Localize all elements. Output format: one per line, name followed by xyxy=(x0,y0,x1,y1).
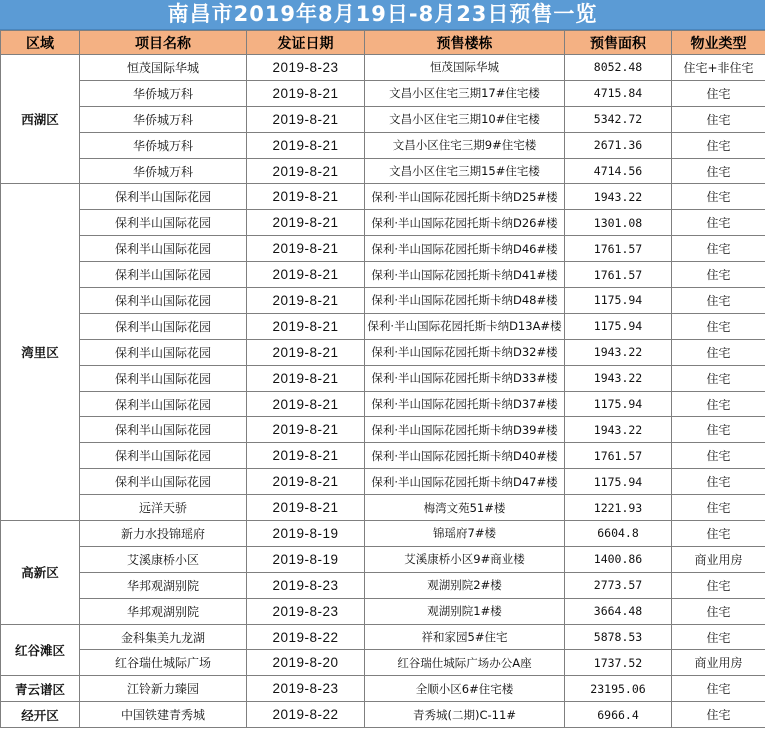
presale-area-cell: 1761.57 xyxy=(565,236,672,262)
presale-area-cell: 4715.84 xyxy=(565,80,672,106)
presale-area-cell: 6604.8 xyxy=(565,521,672,547)
table-row xyxy=(1,80,765,106)
property-type-cell: 住宅 xyxy=(672,262,765,288)
presale-building-cell: 保利·半山国际花园托斯卡纳D41#楼 xyxy=(365,262,565,288)
property-type-cell: 住宅 xyxy=(672,417,765,443)
presale-building-cell: 保利·半山国际花园托斯卡纳D47#楼 xyxy=(365,469,565,495)
issue-date-cell: 2019-8-23 xyxy=(247,55,365,81)
property-type-cell: 商业用房 xyxy=(672,546,765,572)
project-name-cell: 保利半山国际花园 xyxy=(80,236,247,262)
table-row xyxy=(1,106,765,132)
presale-area-cell: 1400.86 xyxy=(565,546,672,572)
property-type-cell: 住宅 xyxy=(672,106,765,132)
presale-area-cell: 1737.52 xyxy=(565,650,672,676)
header-area: 预售面积 xyxy=(565,31,672,55)
table-row xyxy=(1,339,765,365)
issue-date-cell: 2019-8-22 xyxy=(247,702,365,728)
table-row xyxy=(1,210,765,236)
issue-date-cell: 2019-8-21 xyxy=(247,469,365,495)
property-type-cell: 住宅 xyxy=(672,702,765,728)
presale-area-cell: 1175.94 xyxy=(565,391,672,417)
presale-building-cell: 红谷瑞仕城际广场办公A座 xyxy=(365,650,565,676)
issue-date-cell: 2019-8-21 xyxy=(247,495,365,521)
project-name-cell: 恒茂国际华城 xyxy=(80,55,247,81)
presale-building-cell: 祥和家园5#住宅 xyxy=(365,624,565,650)
district-cell: 湾里区 xyxy=(1,184,80,521)
district-cell: 青云谱区 xyxy=(1,676,80,702)
presale-building-cell: 文昌小区住宅三期9#住宅楼 xyxy=(365,132,565,158)
issue-date-cell: 2019-8-21 xyxy=(247,365,365,391)
presale-building-cell: 文昌小区住宅三期10#住宅楼 xyxy=(365,106,565,132)
property-type-cell: 住宅 xyxy=(672,365,765,391)
presale-table xyxy=(0,30,765,728)
presale-building-cell: 梅湾文苑51#楼 xyxy=(365,495,565,521)
issue-date-cell: 2019-8-21 xyxy=(247,210,365,236)
table-row xyxy=(1,546,765,572)
presale-area-cell: 1761.57 xyxy=(565,262,672,288)
property-type-cell: 住宅 xyxy=(672,521,765,547)
property-type-cell: 住宅 xyxy=(672,339,765,365)
issue-date-cell: 2019-8-19 xyxy=(247,546,365,572)
project-name-cell: 保利半山国际花园 xyxy=(80,391,247,417)
presale-building-cell: 保利·半山国际花园托斯卡纳D25#楼 xyxy=(365,184,565,210)
issue-date-cell: 2019-8-21 xyxy=(247,288,365,314)
project-name-cell: 江铃新力臻园 xyxy=(80,676,247,702)
project-name-cell: 华侨城万科 xyxy=(80,80,247,106)
table-row xyxy=(1,598,765,624)
project-name-cell: 华侨城万科 xyxy=(80,132,247,158)
issue-date-cell: 2019-8-22 xyxy=(247,624,365,650)
header-district: 区域 xyxy=(1,31,80,55)
project-name-cell: 保利半山国际花园 xyxy=(80,339,247,365)
issue-date-cell: 2019-8-19 xyxy=(247,521,365,547)
project-name-cell: 保利半山国际花园 xyxy=(80,184,247,210)
table-row xyxy=(1,469,765,495)
presale-building-cell: 艾溪康桥小区9#商业楼 xyxy=(365,546,565,572)
table-row xyxy=(1,417,765,443)
presale-building-cell: 观湖别院1#楼 xyxy=(365,598,565,624)
property-type-cell: 住宅 xyxy=(672,158,765,184)
presale-area-cell: 1943.22 xyxy=(565,184,672,210)
table-row xyxy=(1,132,765,158)
table-row xyxy=(1,262,765,288)
presale-building-cell: 观湖别院2#楼 xyxy=(365,572,565,598)
project-name-cell: 金科集美九龙湖 xyxy=(80,624,247,650)
issue-date-cell: 2019-8-21 xyxy=(247,339,365,365)
issue-date-cell: 2019-8-23 xyxy=(247,572,365,598)
presale-area-cell: 1175.94 xyxy=(565,288,672,314)
presale-area-cell: 2773.57 xyxy=(565,572,672,598)
project-name-cell: 保利半山国际花园 xyxy=(80,469,247,495)
property-type-cell: 住宅 xyxy=(672,288,765,314)
project-name-cell: 保利半山国际花园 xyxy=(80,262,247,288)
project-name-cell: 艾溪康桥小区 xyxy=(80,546,247,572)
presale-area-cell: 3664.48 xyxy=(565,598,672,624)
issue-date-cell: 2019-8-21 xyxy=(247,132,365,158)
header-type: 物业类型 xyxy=(672,31,765,55)
project-name-cell: 华邦观湖别院 xyxy=(80,572,247,598)
issue-date-cell: 2019-8-23 xyxy=(247,676,365,702)
presale-building-cell: 保利·半山国际花园托斯卡纳D39#楼 xyxy=(365,417,565,443)
issue-date-cell: 2019-8-21 xyxy=(247,236,365,262)
presale-area-cell: 1943.22 xyxy=(565,417,672,443)
district-cell: 经开区 xyxy=(1,702,80,728)
issue-date-cell: 2019-8-20 xyxy=(247,650,365,676)
presale-building-cell: 恒茂国际华城 xyxy=(365,55,565,81)
presale-area-cell: 4714.56 xyxy=(565,158,672,184)
issue-date-cell: 2019-8-21 xyxy=(247,391,365,417)
presale-area-cell: 5878.53 xyxy=(565,624,672,650)
property-type-cell: 住宅 xyxy=(672,624,765,650)
issue-date-cell: 2019-8-21 xyxy=(247,158,365,184)
presale-area-cell: 8052.48 xyxy=(565,55,672,81)
presale-area-cell: 6966.4 xyxy=(565,702,672,728)
header-date: 发证日期 xyxy=(247,31,365,55)
presale-building-cell: 保利·半山国际花园托斯卡纳D46#楼 xyxy=(365,236,565,262)
presale-building-cell: 保利·半山国际花园托斯卡纳D40#楼 xyxy=(365,443,565,469)
project-name-cell: 中国铁建青秀城 xyxy=(80,702,247,728)
presale-area-cell: 1943.22 xyxy=(565,339,672,365)
presale-building-cell: 保利·半山国际花园托斯卡纳D33#楼 xyxy=(365,365,565,391)
project-name-cell: 保利半山国际花园 xyxy=(80,288,247,314)
table-row xyxy=(1,624,765,650)
property-type-cell: 住宅 xyxy=(672,236,765,262)
project-name-cell: 保利半山国际花园 xyxy=(80,365,247,391)
table-row xyxy=(1,158,765,184)
table-row xyxy=(1,313,765,339)
project-name-cell: 保利半山国际花园 xyxy=(80,313,247,339)
issue-date-cell: 2019-8-21 xyxy=(247,262,365,288)
presale-building-cell: 保利·半山国际花园托斯卡纳D32#楼 xyxy=(365,339,565,365)
issue-date-cell: 2019-8-21 xyxy=(247,80,365,106)
table-row xyxy=(1,572,765,598)
table-row xyxy=(1,676,765,702)
table-row xyxy=(1,650,765,676)
property-type-cell: 住宅+非住宅 xyxy=(672,55,765,81)
property-type-cell: 住宅 xyxy=(672,210,765,236)
project-name-cell: 保利半山国际花园 xyxy=(80,210,247,236)
table-row xyxy=(1,288,765,314)
presale-area-cell: 1943.22 xyxy=(565,365,672,391)
issue-date-cell: 2019-8-21 xyxy=(247,184,365,210)
district-cell: 红谷滩区 xyxy=(1,624,80,676)
property-type-cell: 住宅 xyxy=(672,184,765,210)
property-type-cell: 住宅 xyxy=(672,676,765,702)
presale-area-cell: 1221.93 xyxy=(565,495,672,521)
property-type-cell: 住宅 xyxy=(672,80,765,106)
district-cell: 高新区 xyxy=(1,521,80,625)
project-name-cell: 华邦观湖别院 xyxy=(80,598,247,624)
presale-area-cell: 2671.36 xyxy=(565,132,672,158)
project-name-cell: 保利半山国际花园 xyxy=(80,443,247,469)
table-row xyxy=(1,443,765,469)
header-building: 预售楼栋 xyxy=(365,31,565,55)
issue-date-cell: 2019-8-21 xyxy=(247,313,365,339)
presale-building-cell: 文昌小区住宅三期15#住宅楼 xyxy=(365,158,565,184)
project-name-cell: 华侨城万科 xyxy=(80,158,247,184)
header-project: 项目名称 xyxy=(80,31,247,55)
property-type-cell: 住宅 xyxy=(672,443,765,469)
presale-building-cell: 全顺小区6#住宅楼 xyxy=(365,676,565,702)
page-title: 南昌市2019年8月19日-8月23日预售一览 xyxy=(0,0,765,30)
table-body xyxy=(1,55,765,728)
issue-date-cell: 2019-8-21 xyxy=(247,417,365,443)
presale-area-cell: 1761.57 xyxy=(565,443,672,469)
property-type-cell: 住宅 xyxy=(672,391,765,417)
project-name-cell: 保利半山国际花园 xyxy=(80,417,247,443)
property-type-cell: 住宅 xyxy=(672,313,765,339)
project-name-cell: 新力水投锦瑶府 xyxy=(80,521,247,547)
property-type-cell: 住宅 xyxy=(672,132,765,158)
table-row xyxy=(1,365,765,391)
table-row xyxy=(1,391,765,417)
district-cell: 西湖区 xyxy=(1,55,80,184)
property-type-cell: 住宅 xyxy=(672,469,765,495)
table-row xyxy=(1,702,765,728)
presale-area-cell: 1301.08 xyxy=(565,210,672,236)
presale-area-cell: 1175.94 xyxy=(565,469,672,495)
property-type-cell: 住宅 xyxy=(672,495,765,521)
property-type-cell: 住宅 xyxy=(672,598,765,624)
issue-date-cell: 2019-8-23 xyxy=(247,598,365,624)
presale-building-cell: 保利·半山国际花园托斯卡纳D37#楼 xyxy=(365,391,565,417)
property-type-cell: 住宅 xyxy=(672,572,765,598)
property-type-cell: 商业用房 xyxy=(672,650,765,676)
presale-area-cell: 5342.72 xyxy=(565,106,672,132)
project-name-cell: 红谷瑞仕城际广场 xyxy=(80,650,247,676)
presale-building-cell: 保利·半山国际花园托斯卡纳D48#楼 xyxy=(365,288,565,314)
presale-building-cell: 青秀城(二期)C-11# xyxy=(365,702,565,728)
project-name-cell: 远洋天骄 xyxy=(80,495,247,521)
project-name-cell: 华侨城万科 xyxy=(80,106,247,132)
presale-building-cell: 文昌小区住宅三期17#住宅楼 xyxy=(365,80,565,106)
issue-date-cell: 2019-8-21 xyxy=(247,443,365,469)
presale-building-cell: 锦瑶府7#楼 xyxy=(365,521,565,547)
presale-building-cell: 保利·半山国际花园托斯卡纳D13A#楼 xyxy=(365,313,565,339)
table-row xyxy=(1,55,765,81)
header-row xyxy=(1,31,765,55)
table-row xyxy=(1,236,765,262)
presale-area-cell: 1175.94 xyxy=(565,313,672,339)
presale-building-cell: 保利·半山国际花园托斯卡纳D26#楼 xyxy=(365,210,565,236)
presale-area-cell: 23195.06 xyxy=(565,676,672,702)
table-row xyxy=(1,495,765,521)
table-row xyxy=(1,521,765,547)
issue-date-cell: 2019-8-21 xyxy=(247,106,365,132)
table-row xyxy=(1,184,765,210)
